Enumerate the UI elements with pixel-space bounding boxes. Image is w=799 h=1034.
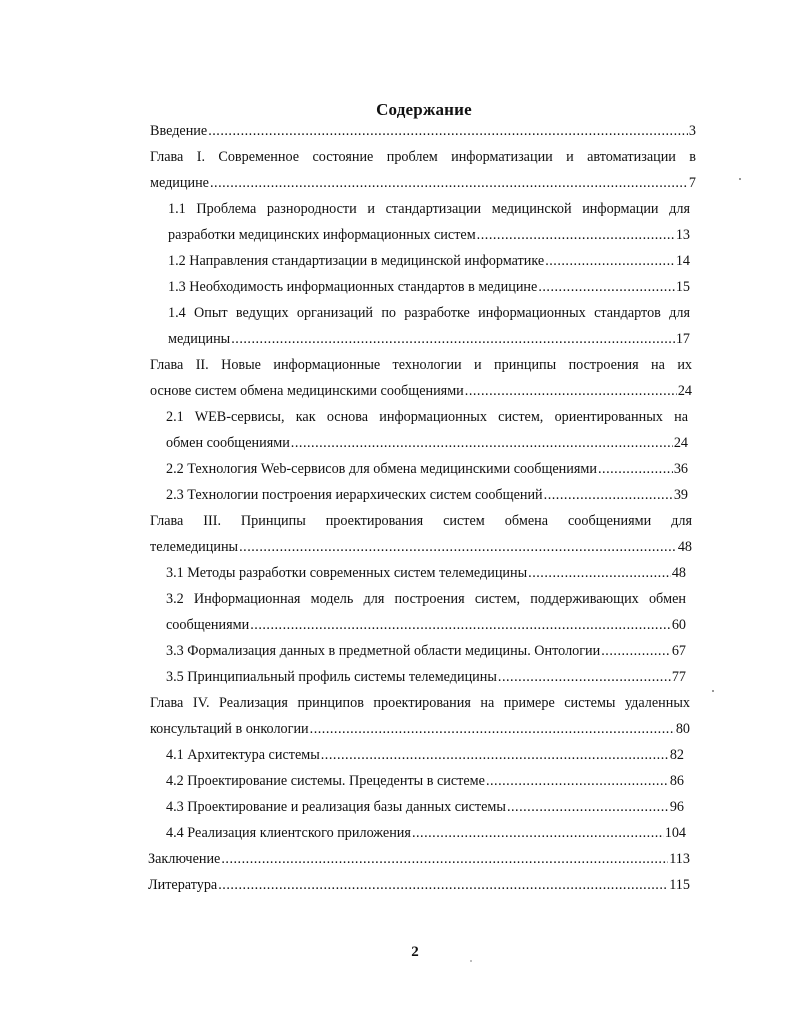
toc-line: 3.2 Информационная модель для построения систем, поддерживающих обмен: [166, 591, 686, 607]
toc-entry: [166, 456, 688, 482]
toc-entry: [150, 352, 692, 404]
toc-line: [166, 664, 686, 690]
scan-speck: [739, 178, 741, 180]
toc-entry: [168, 274, 690, 300]
dot-leader: [310, 716, 675, 742]
dot-leader: [598, 456, 673, 482]
dot-leader: [465, 378, 677, 404]
toc-entry: [150, 144, 696, 196]
toc-entry-text: 4.2 Проектирование системы. Прецеденты в системе: [166, 773, 485, 789]
dot-leader: [545, 248, 675, 274]
toc-entry: [166, 482, 688, 508]
toc-line: [166, 820, 686, 846]
toc-entry-text: 1.2 Направления стандартизации в медицинской информатике: [168, 253, 545, 269]
toc-entry: [168, 196, 690, 248]
toc-line: [150, 534, 692, 560]
toc-entry-text: Введение: [150, 123, 208, 139]
toc-line: [166, 560, 686, 586]
toc-line: [148, 846, 690, 872]
toc-page-number: 17: [675, 331, 690, 347]
dot-leader: [210, 170, 688, 196]
toc-page-number: 82: [669, 747, 684, 763]
toc-entry-text: консультаций в онкологии: [150, 721, 309, 737]
toc-entry: [168, 300, 690, 352]
toc-entry: [166, 404, 688, 456]
toc-entry: [166, 820, 686, 846]
toc-page-number: 7: [688, 175, 696, 191]
toc-page-number: 80: [675, 721, 690, 737]
dot-leader: [218, 872, 668, 898]
toc-page-number: 15: [675, 279, 690, 295]
toc-page-number: 86: [669, 773, 684, 789]
toc-page-number: 36: [673, 461, 688, 477]
toc-entry-text: 3.1 Методы разработки современных систем телемедицины: [166, 565, 528, 581]
toc-entry: [150, 690, 690, 742]
toc-title: Содержание: [376, 100, 472, 119]
toc-page-number: 104: [664, 825, 686, 841]
toc-entry-text: разработки медицинских информационных систем: [168, 227, 476, 243]
toc-entry: [150, 118, 696, 144]
toc-page-number: 3: [688, 123, 696, 139]
toc-entry-text: телемедицины: [150, 539, 239, 555]
toc-page-number: 48: [677, 539, 692, 555]
toc-line: [166, 768, 684, 794]
dot-leader: [250, 612, 671, 638]
toc-page-number: 115: [669, 877, 690, 893]
toc-line: [148, 872, 690, 898]
toc-line: [166, 612, 686, 638]
page-number: 2: [411, 944, 419, 960]
toc-line: 2.1 WEB-сервисы, как основа информационных систем, ориентированных на: [166, 409, 688, 425]
dot-leader: [231, 326, 675, 352]
toc-entry-text: 2.2 Технология Web-сервисов для обмена медицинскими сообщениями: [166, 461, 597, 477]
toc-line: [166, 456, 688, 482]
toc-page-number: 60: [671, 617, 686, 633]
toc-page-number: 14: [675, 253, 690, 269]
toc-entry-text: 1.3 Необходимость информационных стандартов в медицине: [168, 279, 538, 295]
toc-line: [150, 118, 696, 144]
toc-entry: [166, 794, 684, 820]
toc-entry-text: 4.3 Проектирование и реализация базы данных системы: [166, 799, 506, 815]
dot-leader: [486, 768, 669, 794]
toc-entry: [166, 586, 686, 638]
toc-entry: [150, 508, 692, 560]
toc-page-number: 48: [671, 565, 686, 581]
toc-line: [150, 170, 696, 196]
toc-entry-text: медицины: [168, 331, 231, 347]
toc-page-number: 113: [669, 851, 690, 867]
toc-entry-text: 4.4 Реализация клиентского приложения: [166, 825, 411, 841]
toc-page-number: 67: [671, 643, 686, 659]
toc-entry: [168, 248, 690, 274]
toc-page-number: 96: [669, 799, 684, 815]
dot-leader: [321, 742, 669, 768]
dot-leader: [221, 846, 668, 872]
toc-entry: [166, 560, 686, 586]
toc-line: Глава II. Новые информационные технологии и принципы построения на их: [150, 357, 692, 373]
dot-leader: [291, 430, 673, 456]
dot-leader: [239, 534, 677, 560]
toc-line: [168, 326, 690, 352]
toc-line: 1.4 Опыт ведущих организаций по разработке информационных стандартов для: [168, 305, 690, 321]
toc-entry-text: Заключение: [148, 851, 221, 867]
toc-entry: [166, 768, 684, 794]
toc-entry: [166, 742, 684, 768]
toc-entry: [166, 664, 686, 690]
toc-line: [166, 430, 688, 456]
toc-line: Глава I. Современное состояние проблем информатизации и автоматизации в: [150, 149, 696, 165]
toc-page-number: 24: [673, 435, 688, 451]
toc-line: Глава III. Принципы проектирования систем обмена сообщениями для: [150, 513, 692, 529]
toc-entry-text: 3.3 Формализация данных в предметной области медицины. Онтологии: [166, 643, 601, 659]
toc-entry-text: 4.1 Архитектура системы: [166, 747, 320, 763]
toc-entry: [148, 846, 690, 872]
toc-line: [168, 248, 690, 274]
toc-page-number: 13: [675, 227, 690, 243]
dot-leader: [528, 560, 671, 586]
toc-page-number: 39: [673, 487, 688, 503]
toc-line: [166, 638, 686, 664]
toc-line: [150, 378, 692, 404]
toc-line: 1.1 Проблема разнородности и стандартизации медицинской информации для: [168, 201, 690, 217]
dot-leader: [507, 794, 669, 820]
scan-speck: [712, 690, 714, 692]
toc-line: [166, 742, 684, 768]
toc-entry-text: 3.5 Принципиальный профиль системы телемедицины: [166, 669, 497, 685]
toc-entry-text: обмен сообщениями: [166, 435, 290, 451]
toc-entry-text: медицине: [150, 175, 209, 191]
dot-leader: [412, 820, 664, 846]
toc-line: [168, 274, 690, 300]
toc-line: [166, 482, 688, 508]
scan-speck: [470, 960, 472, 962]
toc-line: [166, 794, 684, 820]
toc-entry: [148, 872, 690, 898]
toc-line: [168, 222, 690, 248]
toc-entry-text: основе систем обмена медицинскими сообщениями: [150, 383, 464, 399]
toc-entry-text: Литература: [148, 877, 218, 893]
dot-leader: [477, 222, 675, 248]
toc-entry-text: сообщениями: [166, 617, 250, 633]
toc-line: Глава IV. Реализация принципов проектирования на примере системы удаленных: [150, 695, 690, 711]
dot-leader: [538, 274, 675, 300]
dot-leader: [208, 118, 688, 144]
toc-page-number: 77: [671, 669, 686, 685]
dot-leader: [498, 664, 671, 690]
dot-leader: [544, 482, 673, 508]
dot-leader: [601, 638, 671, 664]
toc-entry-text: 2.3 Технологии построения иерархических систем сообщений: [166, 487, 543, 503]
toc-entry: [166, 638, 686, 664]
toc-page-number: 24: [677, 383, 692, 399]
toc-line: [150, 716, 690, 742]
